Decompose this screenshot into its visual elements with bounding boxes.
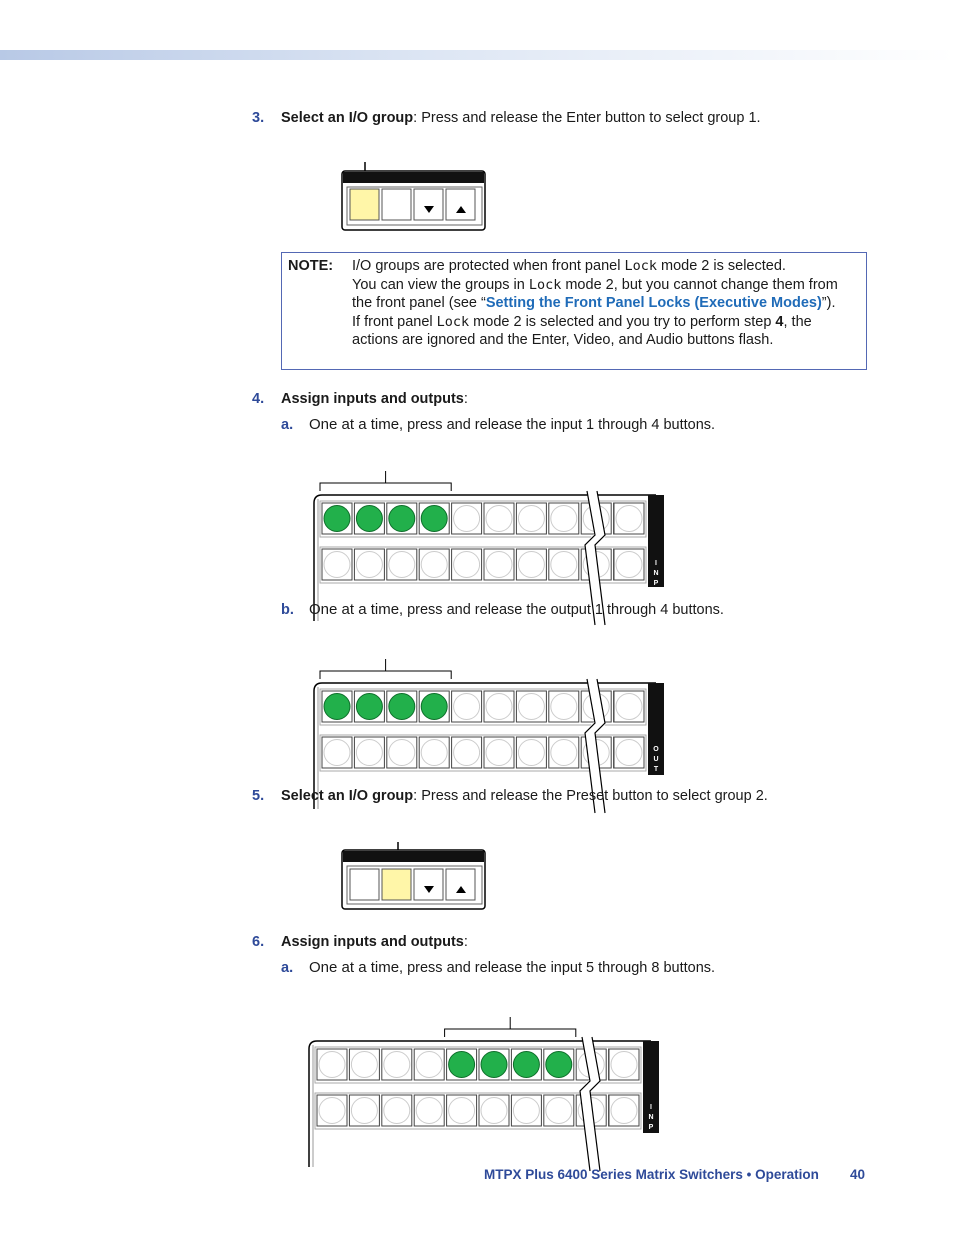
led [324, 552, 350, 578]
led [416, 1052, 442, 1078]
active-led [421, 506, 447, 532]
side-label-letter: T [653, 766, 659, 773]
header-band [0, 50, 954, 60]
side-label-letter: P [653, 580, 659, 587]
led [616, 552, 642, 578]
led [611, 1098, 637, 1124]
preset-button[interactable] [382, 189, 411, 220]
down-button[interactable] [414, 189, 443, 220]
note-label: NOTE: [288, 258, 334, 274]
side-label-letter: N [653, 570, 659, 577]
page-number: 40 [850, 1167, 866, 1182]
side-label-letter: P [648, 1124, 654, 1131]
led [513, 1098, 539, 1124]
group-buttons-figure-1 [338, 160, 488, 232]
led [319, 1098, 345, 1124]
active-led [356, 694, 382, 720]
step-number: 5. [252, 788, 265, 804]
led [454, 740, 480, 766]
led [616, 740, 642, 766]
led [356, 552, 382, 578]
note-line-2: You can view the groups in Lock mode 2, but you cannot change them from the front panel (see “Setting the Front Panel Locks (Executive Modes)”). [352, 276, 838, 312]
led [319, 1052, 345, 1078]
led [351, 1098, 377, 1124]
led [518, 506, 544, 532]
step-number: 4. [252, 391, 265, 407]
active-led [421, 694, 447, 720]
led [454, 694, 480, 720]
led [551, 740, 577, 766]
step-text: : Press and release the Enter button to select group 1. [413, 110, 761, 126]
substep-letter: b. [281, 602, 294, 618]
active-led [449, 1052, 475, 1078]
led [389, 740, 415, 766]
side-label-letter: O [653, 746, 659, 753]
active-led [356, 506, 382, 532]
active-led [389, 694, 415, 720]
active-led [324, 506, 350, 532]
step-heading: Assign inputs and outputs [281, 934, 464, 950]
led [518, 740, 544, 766]
led [454, 506, 480, 532]
led [551, 506, 577, 532]
preset-button[interactable] [382, 869, 411, 900]
led [454, 552, 480, 578]
led [551, 694, 577, 720]
front-panel-locks-link[interactable]: Setting the Front Panel Locks (Executive Modes) [485, 295, 822, 312]
led [486, 740, 512, 766]
up-button[interactable] [446, 189, 475, 220]
active-led [546, 1052, 572, 1078]
selection-bracket [320, 483, 451, 491]
led [324, 740, 350, 766]
led [616, 694, 642, 720]
step-number: 3. [252, 110, 265, 126]
group-buttons-figure-2 [338, 840, 488, 912]
led [616, 506, 642, 532]
active-led [513, 1052, 539, 1078]
output-buttons-figure [310, 655, 670, 780]
note-line-1: I/O groups are protected when front panel Lock mode 2 is selected. [352, 258, 786, 274]
selection-bracket [320, 671, 451, 679]
led [481, 1098, 507, 1124]
led [449, 1098, 475, 1124]
footer-title: MTPX Plus 6400 Series Matrix Switchers • Operation [484, 1167, 819, 1182]
side-label-letter: N [648, 1114, 654, 1121]
up-button[interactable] [446, 869, 475, 900]
led [421, 740, 447, 766]
note-box [281, 252, 867, 370]
led [384, 1098, 410, 1124]
active-led [389, 506, 415, 532]
led [486, 552, 512, 578]
led [518, 694, 544, 720]
step-heading: Select an I/O group [281, 110, 414, 126]
substep-letter: a. [281, 960, 294, 976]
led [518, 552, 544, 578]
side-label-letter: U [653, 756, 659, 763]
side-label-letter: I [650, 1104, 652, 1111]
led [546, 1098, 572, 1124]
led [486, 694, 512, 720]
led [421, 552, 447, 578]
led [384, 1052, 410, 1078]
led [389, 552, 415, 578]
note-body [352, 257, 852, 350]
led [356, 740, 382, 766]
input-buttons-figure-2 [305, 1013, 665, 1138]
led [416, 1098, 442, 1124]
selection-bracket [445, 1029, 576, 1037]
led [351, 1052, 377, 1078]
step-heading: Select an I/O group [281, 788, 414, 804]
enter-button[interactable] [350, 869, 379, 900]
input-buttons-figure-1 [310, 465, 670, 595]
led [486, 506, 512, 532]
step-heading: Assign inputs and outputs [281, 391, 464, 407]
led [611, 1052, 637, 1078]
panel-header-strip [343, 172, 484, 183]
note-line-3: If front panel Lock mode 2 is selected and you try to perform step 4, the actions are ignored and the Enter, Video, and Audio buttons flash. [352, 313, 812, 349]
active-led [324, 694, 350, 720]
side-label-letter: I [655, 560, 657, 567]
step-number: 6. [252, 934, 265, 950]
active-led [481, 1052, 507, 1078]
enter-button[interactable] [350, 189, 379, 220]
substep-letter: a. [281, 417, 294, 433]
down-button[interactable] [414, 869, 443, 900]
led [551, 552, 577, 578]
panel-header-strip [343, 851, 484, 862]
